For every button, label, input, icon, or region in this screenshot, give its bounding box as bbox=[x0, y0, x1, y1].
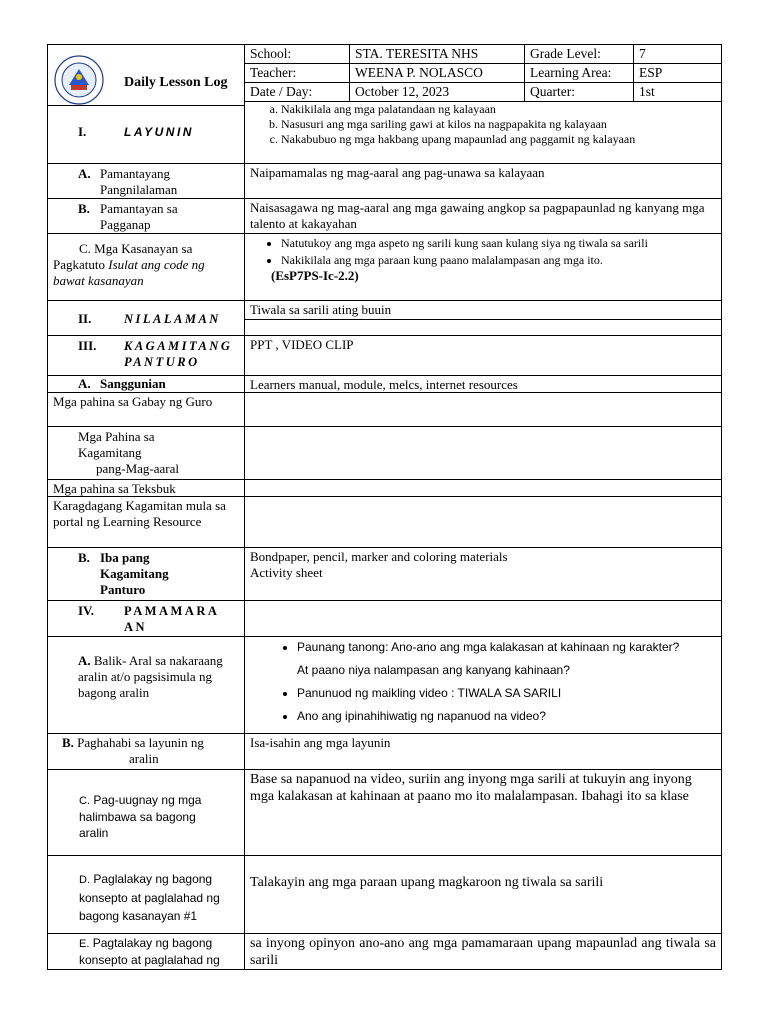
competency-code: (EsP7PS-Ic-2.2) bbox=[271, 268, 359, 283]
row-label: Iba pang Kagamitang Panturo bbox=[100, 550, 169, 597]
grade-level-label: Grade Level: bbox=[525, 45, 634, 64]
kagamitang-mag-aaral-label-cell bbox=[48, 427, 245, 480]
karagdagang-kagamitan-label: Karagdagang Kagamitan mula sa portal ng Learning Resource bbox=[48, 497, 245, 548]
lesson-log-table bbox=[47, 44, 722, 970]
date-value: October 12, 2023 bbox=[350, 83, 525, 102]
pagtalakay-value: sa inyong opinyon ano-ano ang mga pamamaraan upang mapaunlad ang tiwala sa sarili bbox=[250, 936, 716, 968]
pag-uugnay-label-cell bbox=[48, 770, 245, 856]
pamamaraan-empty bbox=[245, 601, 721, 637]
quarter-value: 1st bbox=[634, 83, 721, 102]
pag-uugnay-value: Base sa napanuod na video, suriin ang inyong mga sarili at tukuyin ang inyong mga kalakasan at kahinaan at paano mo ito malalampasan. Ibahagi ito sa klase bbox=[245, 770, 721, 856]
section-num: III. bbox=[78, 338, 97, 353]
teksbuk-label: Mga pahina sa Teksbuk bbox=[48, 480, 245, 497]
activity-item: • Panunuod ng maikling video : TIWALA SA SARILI bbox=[297, 686, 716, 701]
activity-item: • Paunang tanong: Ano-ano ang mga kalakasan at kahinaan ng karakter? bbox=[297, 640, 716, 655]
row-label: Pagtalakay ng bagong konsepto at paglalahad ng bbox=[79, 936, 220, 967]
row-label-italic: Isulat ang code ng bawat kasanayan bbox=[53, 257, 205, 288]
kagamitang-panturo-value: PPT , VIDEO CLIP bbox=[245, 336, 721, 376]
quarter-label: Quarter: bbox=[525, 83, 634, 102]
row-label: Paghahabi sa layunin ng bbox=[77, 735, 204, 750]
row-num: B. bbox=[78, 550, 90, 565]
balik-aral-value bbox=[245, 637, 721, 734]
date-label: Date / Day: bbox=[245, 83, 350, 102]
karagdagang-kagamitan-value bbox=[245, 497, 721, 548]
iba-pang-kagamitan-value bbox=[245, 548, 721, 601]
pamantayang-pangnilalaman-value: Naipamamalas ng mag-aaral ang pag-unawa sa kalayaan bbox=[245, 164, 721, 199]
nilalaman-header bbox=[48, 301, 245, 336]
teksbuk-value bbox=[245, 480, 721, 497]
section-title: NILALAMAN bbox=[124, 312, 221, 326]
paglalakay-value: Talakayin ang mga paraan upang magkaroon ng tiwala sa sarili bbox=[245, 856, 721, 934]
sanggunian-label-cell bbox=[48, 376, 245, 393]
deped-seal-logo bbox=[54, 55, 104, 105]
layunin-num: I. bbox=[78, 124, 87, 139]
row-label: Paglalakay ng bagong konsepto at paglalahad ng bagong kasanayan #1 bbox=[79, 872, 220, 923]
row-num: B. bbox=[78, 201, 90, 216]
objective-item: a. Nakikilala ang mga palatandaan ng kalayaan bbox=[281, 102, 716, 117]
paghahabi-label-cell bbox=[48, 734, 245, 770]
section-title: KAGAMITANG PANTURO bbox=[124, 339, 233, 369]
mga-kasanayan-value bbox=[245, 234, 721, 301]
row-label: Pamantayan sa Pagganap bbox=[100, 201, 178, 232]
sanggunian-value: Learners manual, module, melcs, internet resources bbox=[245, 376, 721, 393]
material-line: Activity sheet bbox=[250, 565, 323, 580]
layunin-header bbox=[48, 102, 245, 164]
row-num: A. bbox=[78, 653, 91, 668]
row-num: E. bbox=[79, 938, 90, 950]
row-label: Mga Pahina sa Kagamitang bbox=[78, 429, 155, 460]
pamamaraan-header bbox=[48, 601, 245, 637]
school-value: STA. TERESITA NHS bbox=[350, 45, 525, 64]
gabay-ng-guro-label: Mga pahina sa Gabay ng Guro bbox=[48, 393, 245, 427]
balik-aral-label-cell bbox=[48, 637, 245, 734]
row-num: A. bbox=[78, 166, 91, 181]
school-label: School: bbox=[245, 45, 350, 64]
activity-item: • Ano ang ipinahihiwatig ng napanuod na video? bbox=[297, 709, 716, 724]
kagamitang-mag-aaral-value bbox=[245, 427, 721, 480]
gabay-ng-guro-value bbox=[245, 393, 721, 427]
row-label: aralin bbox=[129, 751, 159, 766]
nilalaman-empty bbox=[245, 320, 721, 336]
pamantayang-pangnilalaman-label-cell bbox=[48, 164, 245, 199]
section-num: II. bbox=[78, 311, 92, 326]
pamantayan-sa-pagganap-value: Naisasagawa ng mag-aaral ang mga gawaing angkop sa pagpapaunlad ng kanyang mga talento at kakayahan bbox=[245, 199, 721, 234]
mga-kasanayan-label-cell bbox=[48, 234, 245, 301]
objective-item: b. Nasusuri ang mga sariling gawi at kilos na nagpapakita ng kalayaan bbox=[281, 117, 716, 132]
row-label: . Mga Kasanayan sa Pagkatuto bbox=[53, 241, 193, 272]
material-line: Bondpaper, pencil, marker and coloring materials bbox=[250, 549, 508, 564]
row-label: Balik- Aral sa nakaraang aralin at/o pagsisimula ng bagong aralin bbox=[78, 653, 223, 700]
row-num: C bbox=[79, 241, 88, 256]
learning-area-label: Learning Area: bbox=[525, 64, 634, 83]
row-num: D. bbox=[79, 874, 90, 886]
row-num: A. bbox=[78, 376, 91, 391]
activity-subline: At paano niya nalampasan ang kanyang kahinaan? bbox=[297, 663, 570, 677]
paghahabi-value: Isa-isahin ang mga layunin bbox=[245, 734, 721, 770]
kagamitang-panturo-header bbox=[48, 336, 245, 376]
nilalaman-value: Tiwala sa sarili ating buuin bbox=[245, 301, 721, 320]
competency-item: • Natutukoy ang mga aspeto ng sarili kung saan kulang siya ng tiwala sa sarili bbox=[281, 236, 716, 251]
row-label: Sanggunian bbox=[100, 376, 166, 391]
learning-area-value: ESP bbox=[634, 64, 721, 83]
document-title: Daily Lesson Log bbox=[124, 75, 228, 90]
iba-pang-kagamitan-label-cell bbox=[48, 548, 245, 601]
row-label: pang-Mag-aaral bbox=[96, 461, 180, 476]
teacher-value: WEENA P. NOLASCO bbox=[350, 64, 525, 83]
teacher-label: Teacher: bbox=[245, 64, 350, 83]
section-title: PAMAMARA AN bbox=[124, 604, 219, 634]
objective-item: c. Nakabubuo ng mga hakbang upang mapaunlad ang paggamit ng kalayaan bbox=[281, 132, 716, 147]
paglalakay-label-cell bbox=[48, 856, 245, 934]
layunin-objectives bbox=[245, 102, 721, 164]
competency-item: • Nakikilala ang mga paraan kung paano malalampasan ang mga ito. bbox=[281, 253, 716, 268]
header-logo-title-cell bbox=[48, 45, 245, 106]
row-num: B. bbox=[62, 735, 74, 750]
row-num: C. bbox=[79, 795, 90, 807]
pagtalakay-label-cell bbox=[48, 934, 245, 969]
grade-level-value: 7 bbox=[634, 45, 721, 64]
pamantayan-sa-pagganap-label-cell bbox=[48, 199, 245, 234]
layunin-title: LAYUNIN bbox=[124, 125, 194, 139]
row-label: Pamantayang Pangnilalaman bbox=[100, 166, 178, 197]
section-num: IV. bbox=[78, 603, 95, 618]
row-label: Pag-uugnay ng mga halimbawa sa bagong aralin bbox=[79, 793, 202, 840]
